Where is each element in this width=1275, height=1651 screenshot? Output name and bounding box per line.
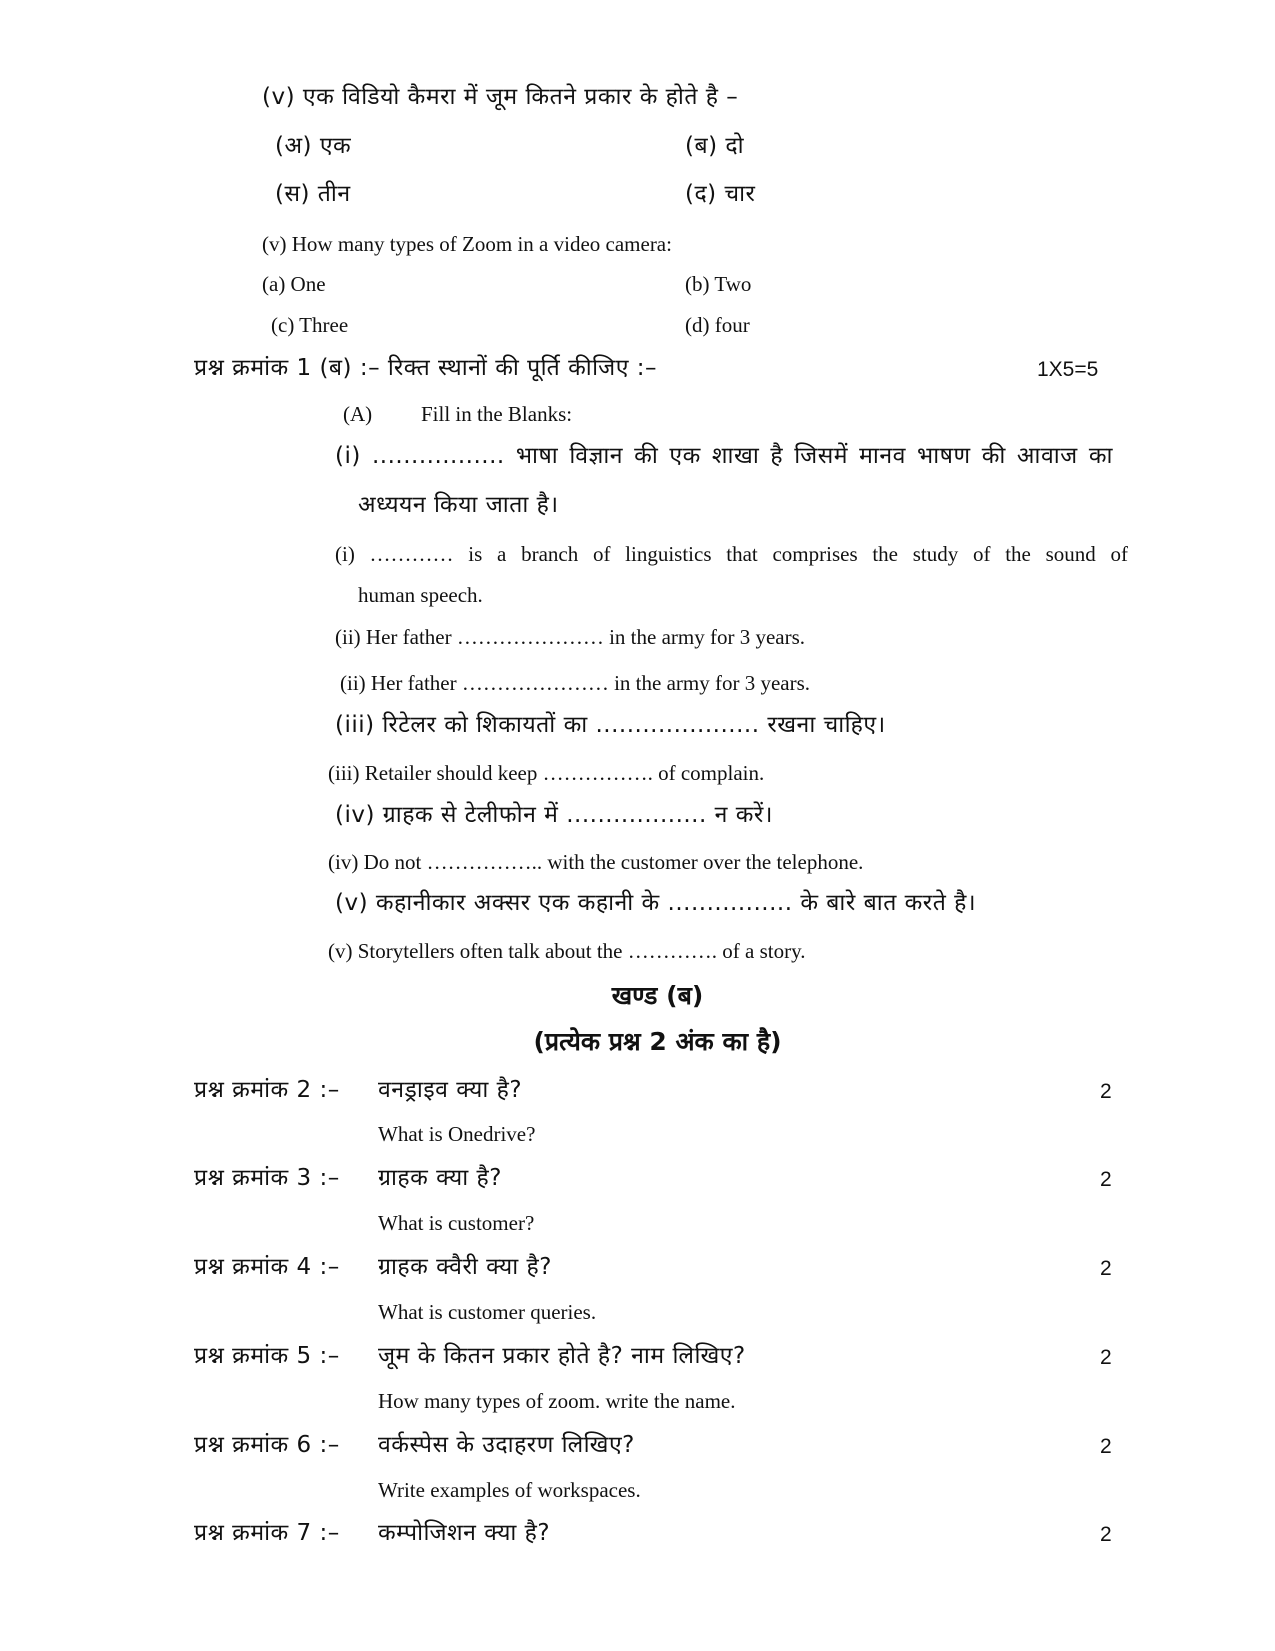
q2-hindi: वनड्राइव क्या है? [378, 1077, 523, 1103]
q1b-item-1-hindi-line2: अध्ययन किया जाता है। [358, 492, 559, 518]
q1b-item-5-hindi: (v) कहानीकार अक्सर एक कहानी के ................ के बारे बात करते है। [335, 890, 977, 916]
q7-hindi: कम्पोजिशन क्या है? [378, 1520, 551, 1546]
q6-marks: 2 [1100, 1435, 1112, 1458]
q4-marks: 2 [1100, 1257, 1112, 1280]
q6-label: प्रश्न क्रमांक 6 :– [194, 1432, 340, 1458]
q3-marks: 2 [1100, 1168, 1112, 1191]
q1a-v-hindi-option-c: (स) तीन [275, 181, 351, 207]
q1b-item-4-hindi: (iv) ग्राहक से टेलीफोन में .................. न करें। [335, 802, 773, 828]
q1a-v-english-question: (v) How many types of Zoom in a video camera: [262, 232, 672, 256]
q5-english: How many types of zoom. write the name. [378, 1389, 736, 1413]
q7-marks: 2 [1100, 1523, 1112, 1546]
q1b-english-heading: Fill in the Blanks: [421, 402, 573, 426]
q1a-v-english-option-d: (d) four [685, 313, 750, 337]
q1a-v-english-option-a: (a) One [262, 272, 326, 296]
q7-label: प्रश्न क्रमांक 7 :– [194, 1520, 340, 1546]
q5-hindi: जूम के कितन प्रकार होते है? नाम लिखिए? [378, 1343, 746, 1369]
q3-hindi: ग्राहक क्या है? [378, 1165, 502, 1191]
q3-english: What is customer? [378, 1211, 535, 1235]
q1b-item-1-hindi-line1: (i) ................. भाषा विज्ञान की एक शाखा है जिसमें मानव भाषण की आवाज का [335, 443, 1113, 469]
q1b-item-2-line1: (ii) Her father ………………… in the army for 3 years. [335, 625, 806, 649]
q2-english: What is Onedrive? [378, 1122, 536, 1146]
q1a-v-hindi-option-a: (अ) एक [275, 133, 352, 159]
q1b-marks: 1X5=5 [1037, 358, 1099, 381]
q5-marks: 2 [1100, 1346, 1112, 1369]
q1b-heading: प्रश्न क्रमांक 1 (ब) :– रिक्त स्थानों की पूर्ति कीजिए :– [194, 355, 657, 381]
q3-label: प्रश्न क्रमांक 3 :– [194, 1165, 340, 1191]
q1b-item-3-english: (iii) Retailer should keep ……………. of complain. [328, 761, 765, 785]
q1b-item-2-line2: (ii) Her father ………………… in the army for 3 years. [340, 671, 811, 695]
q1a-v-hindi-question: (v) एक विडियो कैमरा में जूम कितने प्रकार के होते है – [262, 84, 739, 110]
q1b-item-3-hindi: (iii) रिटेलर को शिकायतों का ..................... रखना चाहिए। [335, 712, 886, 738]
q1b-english-heading-label: (A) [343, 402, 373, 426]
q6-english: Write examples of workspaces. [378, 1478, 641, 1502]
q1a-v-english-option-b: (b) Two [685, 272, 752, 296]
q1b-item-1-english-line1: (i) ………… is a branch of linguistics that comprises the study of the sound of [335, 542, 1128, 566]
q1a-v-hindi-option-b: (ब) दो [685, 133, 745, 159]
q2-label: प्रश्न क्रमांक 2 :– [194, 1077, 340, 1103]
q2-marks: 2 [1100, 1080, 1112, 1103]
q6-hindi: वर्कस्पेस के उदाहरण लिखिए? [378, 1432, 635, 1458]
q1b-item-1-english-line2: human speech. [358, 583, 483, 607]
section-b-title: खण्ड (ब) [611, 981, 704, 1010]
q5-label: प्रश्न क्रमांक 5 :– [194, 1343, 340, 1369]
q4-label: प्रश्न क्रमांक 4 :– [194, 1254, 340, 1280]
q1a-v-hindi-option-d: (द) चार [685, 181, 756, 207]
q1b-item-4-english: (iv) Do not …………….. with the customer over the telephone. [328, 850, 864, 874]
q1b-item-5-english: (v) Storytellers often talk about the …………. of a story. [328, 939, 806, 963]
q4-hindi: ग्राहक क्वैरी क्या है? [378, 1254, 552, 1280]
q1a-v-english-option-c: (c) Three [271, 313, 349, 337]
q4-english: What is customer queries. [378, 1300, 597, 1324]
section-b-subtitle: (प्रत्येक प्रश्न 2 अंक का है) [533, 1027, 782, 1056]
